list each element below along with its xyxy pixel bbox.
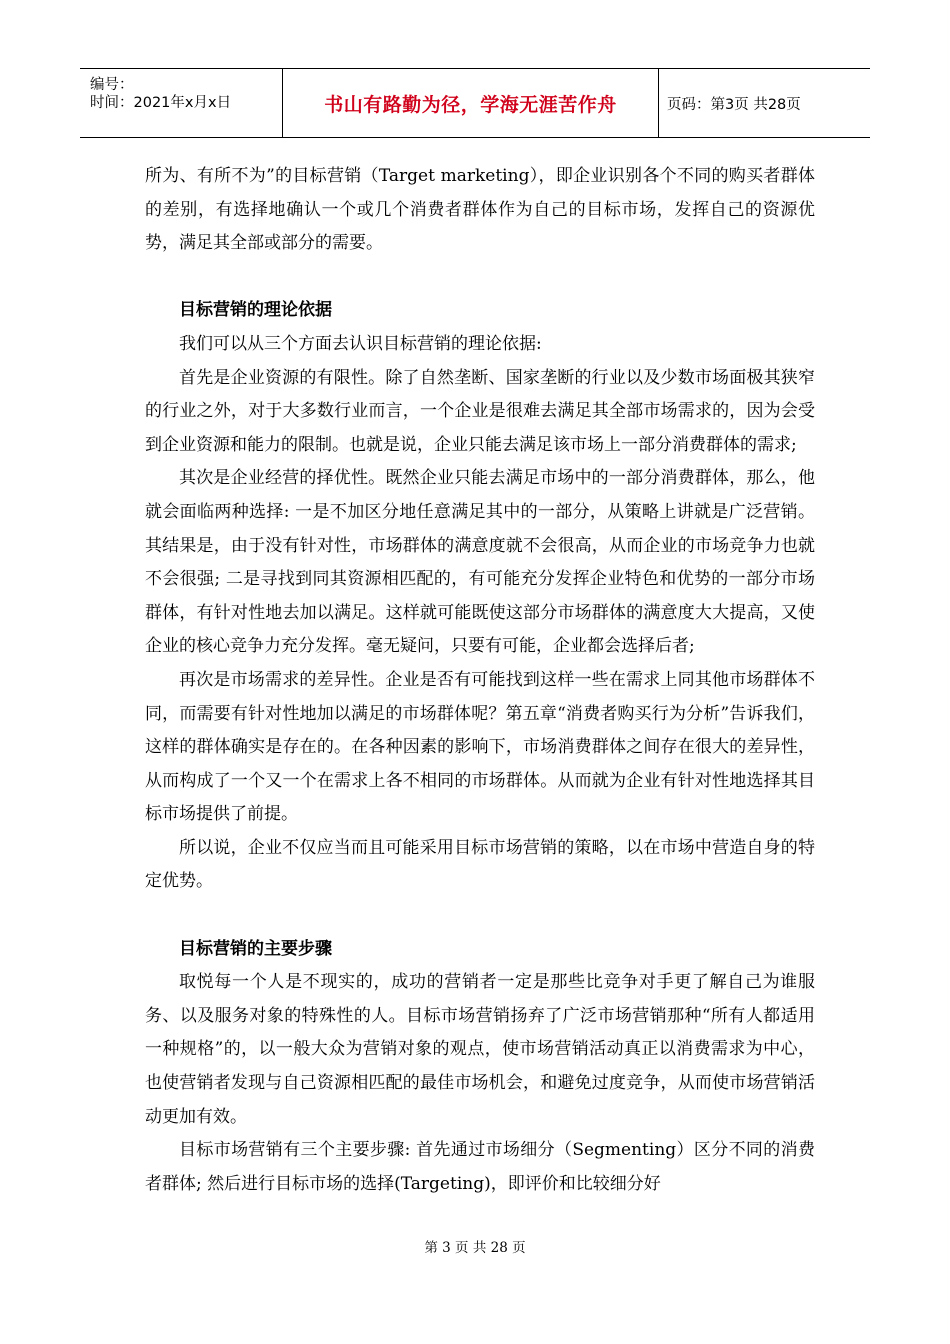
paragraph: 所以说，企业不仅应当而且可能采用目标市场营销的策略，以在市场中营造自身的特定优势。: [145, 837, 815, 892]
serial-label: 编号：: [90, 77, 134, 93]
paragraph: 目标市场营销有三个主要步骤: 首先通过市场细分（Segmenting）区分不同的消费者群体; 然后进行目标市场的选择(Targeting)，即评价和比较细分好: [145, 1140, 815, 1194]
header-page-cell: [659, 69, 870, 137]
spacer: [145, 899, 815, 933]
section-heading-theory: 目标营销的理论依据: [179, 300, 332, 321]
paragraph: 首先是企业资源的有限性。除了自然垄断、国家垄断的行业以及少数市场面极其狭窄的行业之外，对于大多数行业而言，一个企业是很难去满足其全部市场需求的，因为会受到企业资源和能力的限制。也就是说，企业只能去满足该市场上一部分消费群体的需求;: [145, 367, 815, 455]
paragraph: 其次是企业经营的择优性。既然企业只能去满足市场中的一部分消费群体，那么，他就会面临两种选择: 一是不加区分地任意满足其中的一部分，从策略上讲就是广泛营销。其结果是，由于没有针对性，市场群体的满意度就不会很高，从而企业的市场竞争力也就不会很强; 二是寻找到同其资源相匹配的，有可能充分发挥企业特色和优势的一部分市场群体，有针对性地去加以满足。这样就可能既使这部分市场群体的满意度大大提高，又使企业的核心竞争力充分发挥。毫无疑问，只要有可能，企业都会选择后者;: [145, 468, 815, 657]
section-heading-steps: 目标营销的主要步骤: [179, 938, 332, 959]
page-header: [80, 68, 870, 138]
header-meta-cell: [80, 69, 283, 137]
spacer: [145, 261, 815, 295]
page-footer: 第 3 页 共 28 页: [424, 1240, 526, 1256]
header-motto: 书山有路勤为径，学海无涯苦作舟: [324, 93, 617, 116]
paragraph: 我们可以从三个方面去认识目标营销的理论依据:: [179, 333, 542, 354]
header-motto-cell: [283, 69, 659, 137]
paragraph: 再次是市场需求的差异性。企业是否有可能找到这样一些在需求上同其他市场群体不同，而需要有针对性地加以满足的市场群体呢？第五章“消费者购买行为分析”告诉我们，这样的群体确实是存在的。在各种因素的影响下，市场消费群体之间存在很大的差异性，从而构成了一个又一个在需求上各不相同的市场群体。从而就为企业有针对性地选择其目标市场提供了前提。: [145, 669, 815, 825]
paragraph: 取悦每一个人是不现实的，成功的营销者一定是那些比竞争对手更了解自己为谁服务、以及服务对象的特殊性的人。目标市场营销扬弃了广泛市场营销那种“所有人都适用一种规格”的，以一般大众为营销对象的观点，使市场营销活动真正以消费需求为中心，也使营销者发现与自己资源相匹配的最佳市场机会，和避免过度竞争，从而使市场营销活动更加有效。: [145, 972, 815, 1127]
document-body: [145, 160, 815, 1201]
time-label: 时间：2021年x月x日: [90, 95, 232, 111]
intro-paragraph: 所为、有所不为”的目标营销（Target marketing），即企业识别各个不同的购买者群体的差别，有选择地确认一个或几个消费者群体作为自己的目标市场，发挥自己的资源优势，满足其全部或部分的需要。: [145, 166, 815, 254]
page-number-label: 页码：第3页 共28页: [667, 96, 801, 113]
